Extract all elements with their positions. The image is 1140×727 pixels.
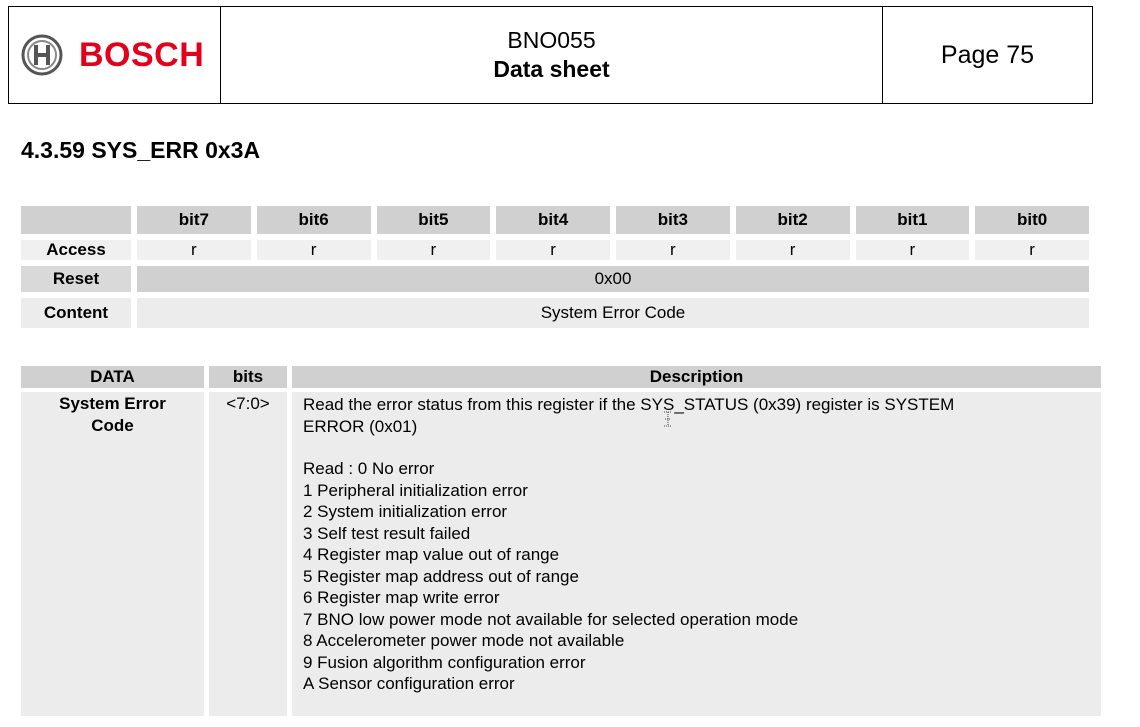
error-code-item: 9 Fusion algorithm configuration error: [303, 652, 586, 672]
error-code-item: 6 Register map write error: [303, 588, 500, 607]
error-code-item: A Sensor configuration error: [303, 674, 515, 693]
data-column-header: DATA: [21, 366, 204, 388]
reset-row: [21, 266, 1089, 292]
access-cell: r: [856, 240, 970, 260]
error-code-item: 5 Register map address out of range: [303, 566, 579, 586]
error-code-item: Read : 0 No error: [303, 459, 435, 478]
bit-header-cell: bit6: [257, 206, 371, 234]
access-cell: r: [616, 240, 730, 260]
bit-header-cell: bit4: [496, 206, 610, 234]
bit-header-cell: bit1: [856, 206, 970, 234]
error-code-item: 4 Register map value out of range: [303, 545, 560, 564]
access-cell: r: [736, 240, 850, 260]
bit-header-cell: bit2: [736, 206, 850, 234]
content-label: Content: [21, 298, 131, 328]
data-description-table: [21, 366, 1101, 716]
data-name-cell: [21, 392, 204, 716]
page-header: [8, 6, 1093, 104]
bit-header-cell: bit7: [137, 206, 251, 234]
brand-name: BOSCH: [79, 35, 205, 74]
document-title-cell: [221, 7, 883, 103]
register-table: [15, 200, 1095, 334]
access-cell: r: [496, 240, 610, 260]
content-value: System Error Code: [137, 298, 1089, 328]
error-code-item: 7 BNO low power mode not available for selected operation mode: [303, 609, 799, 629]
bits-header-row: [21, 206, 1089, 234]
access-cell: r: [257, 240, 371, 260]
product-name: BNO055: [507, 27, 596, 53]
empty-corner-cell: [21, 206, 131, 234]
access-row: [21, 240, 1089, 260]
bits-column-header: bits: [209, 366, 287, 388]
description-line: ERROR (0x01): [303, 416, 418, 436]
bit-header-cell: bit5: [377, 206, 491, 234]
logo-cell: [9, 7, 221, 103]
data-name-line: System Error: [59, 394, 166, 413]
error-code-item: 3 Self test result failed: [303, 523, 471, 543]
access-label: Access: [21, 240, 131, 260]
section-title: 4.3.59 SYS_ERR 0x3A: [21, 137, 261, 163]
page-number: Page 75: [940, 40, 1035, 69]
spacer: [303, 437, 1101, 458]
bits-range-cell: <7:0>: [209, 392, 287, 716]
error-code-item: 2 System initialization error: [303, 502, 508, 521]
access-cell: r: [377, 240, 491, 260]
bit-header-cell: bit0: [975, 206, 1089, 234]
document-type: Data sheet: [493, 56, 610, 82]
reset-label: Reset: [21, 266, 131, 292]
bosch-armature-icon: [21, 34, 63, 76]
reset-value: 0x00: [137, 266, 1089, 292]
access-cell: r: [975, 240, 1089, 260]
text-cursor-icon: [658, 410, 678, 428]
description-cell: [292, 392, 1101, 716]
error-code-item: 1 Peripheral initialization error: [303, 480, 528, 500]
data-name-line: Code: [91, 416, 134, 435]
error-code-item: 8 Accelerometer power mode not available: [303, 631, 625, 650]
content-row: [21, 298, 1089, 328]
access-cell: r: [137, 240, 251, 260]
description-column-header: Description: [292, 366, 1101, 388]
description-line: Read the error status from this register if the SYS_STATUS (0x39) register is SYSTEM: [303, 395, 955, 414]
bit-header-cell: bit3: [616, 206, 730, 234]
